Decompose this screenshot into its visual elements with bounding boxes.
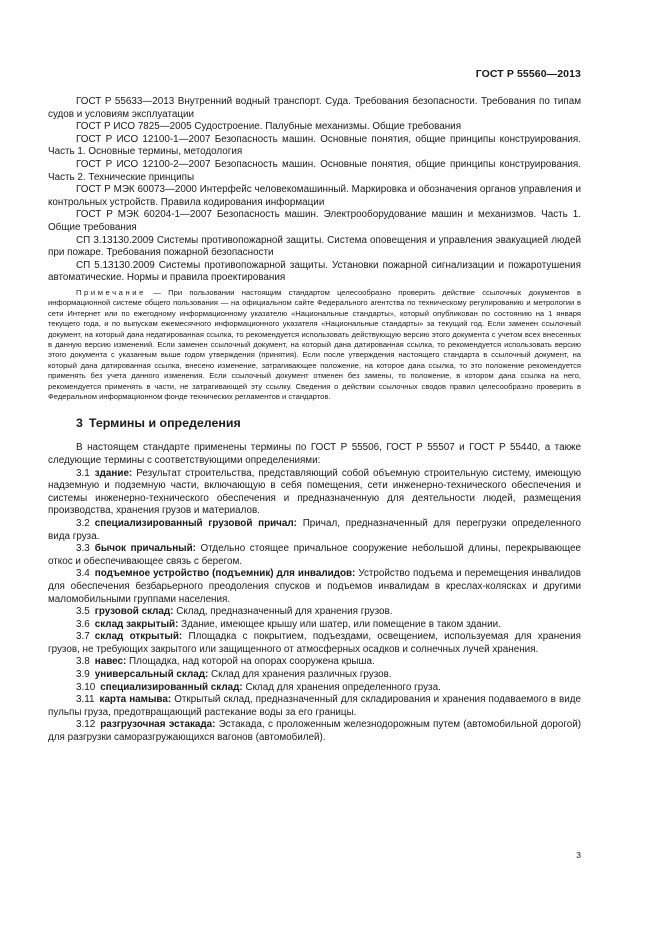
term-definition <box>48 518 581 543</box>
reference-item: СП 5.13130.2009 Системы противопожарной защиты. Установки пожарной сигнализации и пожаротушения автоматические. Нормы и правила проектирования <box>48 259 581 284</box>
term-number: 3.8 <box>76 656 90 668</box>
term-text: Причал, предназначенный для перегрузки определенного вида груза. <box>48 517 581 542</box>
section-number: 3 <box>76 416 83 431</box>
reference-item: СП 3.13130.2009 Системы противопожарной защиты. Система оповещения и управления эвакуацией людей при пожаре. Требования пожарной безопасности <box>48 234 581 259</box>
term-name: специализированный грузовой причал: <box>94 517 297 529</box>
term-number: 3.11 <box>76 694 95 706</box>
term-text: Склад для хранения определенного груза. <box>242 681 441 693</box>
reference-item: ГОСТ Р ИСО 7825—2005 Судостроение. Палубные механизмы. Общие требования <box>76 121 462 133</box>
reference-item: ГОСТ Р МЭК 60204-1—2007 Безопасность машин. Электрооборудование машин и механизмов. Часть 1. Общие требования <box>48 209 581 233</box>
term-name: карта намыва: <box>99 694 172 706</box>
term-text: Устройство подъема и перемещения инвалидов для обеспечения безбарьерного преодоления спусков и подъемов инвалидам в креслах-колясках и другими маломобильными группами населения. <box>48 568 581 605</box>
term-definition <box>48 669 581 682</box>
term-name: навес: <box>94 656 127 668</box>
page-number: 3 <box>576 850 581 860</box>
term-number: 3.1 <box>76 467 90 479</box>
term-number: 3.12 <box>76 719 96 731</box>
normative-references <box>48 96 581 285</box>
term-text: Склад, предназначенный для хранения грузов. <box>173 606 393 618</box>
term-text: Эстакада, с проложенным железнодорожным путем (автомобильной дорогой) для разгрузки саморазгружающихся вагонов (автомобилей). <box>48 719 581 744</box>
term-number: 3.6 <box>76 618 90 630</box>
reference-item: ГОСТ Р ИСО 12100-2—2007 Безопасность машин. Основные понятия, общие принципы конструирования. Часть 2. Технические принципы <box>48 158 581 183</box>
term-definition <box>48 719 581 744</box>
term-name: здание: <box>94 467 133 479</box>
term-name: подъемное устройство (подъемник) для инвалидов: <box>94 568 356 580</box>
term-definition <box>48 619 581 632</box>
reference-item: ГОСТ Р ИСО 12100-1—2007 Безопасность машин. Основные понятия, общие принципы конструирования. Часть 1. Основные термины, методология <box>48 133 581 158</box>
term-definition <box>48 631 581 656</box>
term-name: склад открытый: <box>94 631 183 643</box>
section-title: Термины и определения <box>88 416 241 431</box>
term-name: грузовой склад: <box>94 606 174 618</box>
term-number: 3.4 <box>76 568 90 580</box>
terms-list <box>48 442 581 744</box>
term-text: Открытый склад, предназначенный для складирования и хранения подаваемого в виде пульпы груза, предотвращающий растекание воды за его границы. <box>48 694 581 718</box>
term-text: Результат строительства, представляющий собой объемную строительную систему, имеющую надземную и подземную части, включающую в себя помещения, сети инженерно-технического обеспечения и системы инженерно-технического обеспечения и предназначенную для деятельности людей, размещения производства, хранения грузов и материалов. <box>48 467 581 517</box>
note-label: Примечание <box>76 287 146 297</box>
term-name: разгрузочная эстакада: <box>100 719 216 731</box>
term-number: 3.2 <box>76 517 90 529</box>
term-definition <box>48 694 581 719</box>
term-number: 3.3 <box>76 543 90 555</box>
term-definition <box>48 543 581 568</box>
term-number: 3.5 <box>76 606 90 618</box>
term-number: 3.10 <box>76 681 96 693</box>
standard-header: ГОСТ Р 55560—2013 <box>475 68 581 80</box>
term-definition <box>48 568 581 606</box>
term-text: Площадка, над которой на опорах сооружена крыша. <box>126 656 375 668</box>
term-name: склад закрытый: <box>94 618 179 630</box>
term-definition <box>48 606 581 619</box>
section-heading <box>48 416 581 430</box>
term-text: Склад для хранения различных грузов. <box>208 669 392 681</box>
note-text: — При пользовании настоящим стандартом целесообразно проверить действие ссылочных документов в информационной системе общего пользования — на официальном сайте Федерального агентства по техническому регулированию и метрологии в сети Интернет или по ежегодному информационному указателю «Национальные стандарты», который опубликован по состоянию на 1 января текущего года, и по выпускам ежемесячного информационного указателя «Национальные стандарты» за текущий год. Если заменен ссылочный документ, на который дана недатированная ссылка, то рекомендуется использовать действующую версию этого документа с учетом всех внесенных в данную версию изменений. Если заменен ссылочный документ, на который дана датированная ссылка, то рекомендуется использовать версию этого документа с указанным выше годом утверждения (принятия). Если после утверждения настоящего стандарта в ссылочный документ, на который дана датированная ссылка, внесено изменение, затрагивающее положение, на которое дана ссылка, то это положение рекомендуется применять без учета данного изменения. Если ссылочный документ отменен без замены, то положение, в котором дана ссылка на него, рекомендуется применять в части, не затрагивающей эту ссылку. Сведения о действии ссылочных сводов правил целесообразно проверить в Федеральном информационном фонде технических регламентов и стандартов. <box>48 287 581 401</box>
term-text: Отдельно стоящее причальное сооружение небольшой длины, перекрывающее откос и обеспечивающее связь с берегом. <box>48 543 581 567</box>
term-definition <box>48 656 581 669</box>
page-content <box>48 96 581 745</box>
term-text: Площадка с покрытием, подъездами, освещением, используемая для хранения грузов, не требующих закрытого или защищенного от атмосферных осадков и солнечных лучей хранения. <box>48 631 581 655</box>
reference-item: ГОСТ Р 55633—2013 Внутренний водный транспорт. Суда. Требования безопасности. Требования по типам судов и условиям эксплуатации <box>48 96 581 120</box>
reference-item: ГОСТ Р МЭК 60073—2000 Интерфейс человекомашинный. Маркировка и обозначения органов управления и контрольных устройств. Правила кодирования информации <box>48 184 581 208</box>
term-number: 3.7 <box>76 631 90 643</box>
term-definition <box>48 468 581 518</box>
terms-intro: В настоящем стандарте применены термины по ГОСТ Р 55506, ГОСТ Р 55507 и ГОСТ Р 55440, а также следующие термины с соответствующими определениями: <box>48 442 581 466</box>
note-paragraph <box>48 288 581 402</box>
term-number: 3.9 <box>76 669 90 681</box>
term-definition <box>48 682 581 695</box>
term-name: специализированный склад: <box>100 681 243 693</box>
term-text: Здание, имеющее крышу или шатер, или помещение в таком здании. <box>178 618 501 630</box>
term-name: бычок причальный: <box>94 543 196 555</box>
term-name: универсальный склад: <box>94 669 209 681</box>
